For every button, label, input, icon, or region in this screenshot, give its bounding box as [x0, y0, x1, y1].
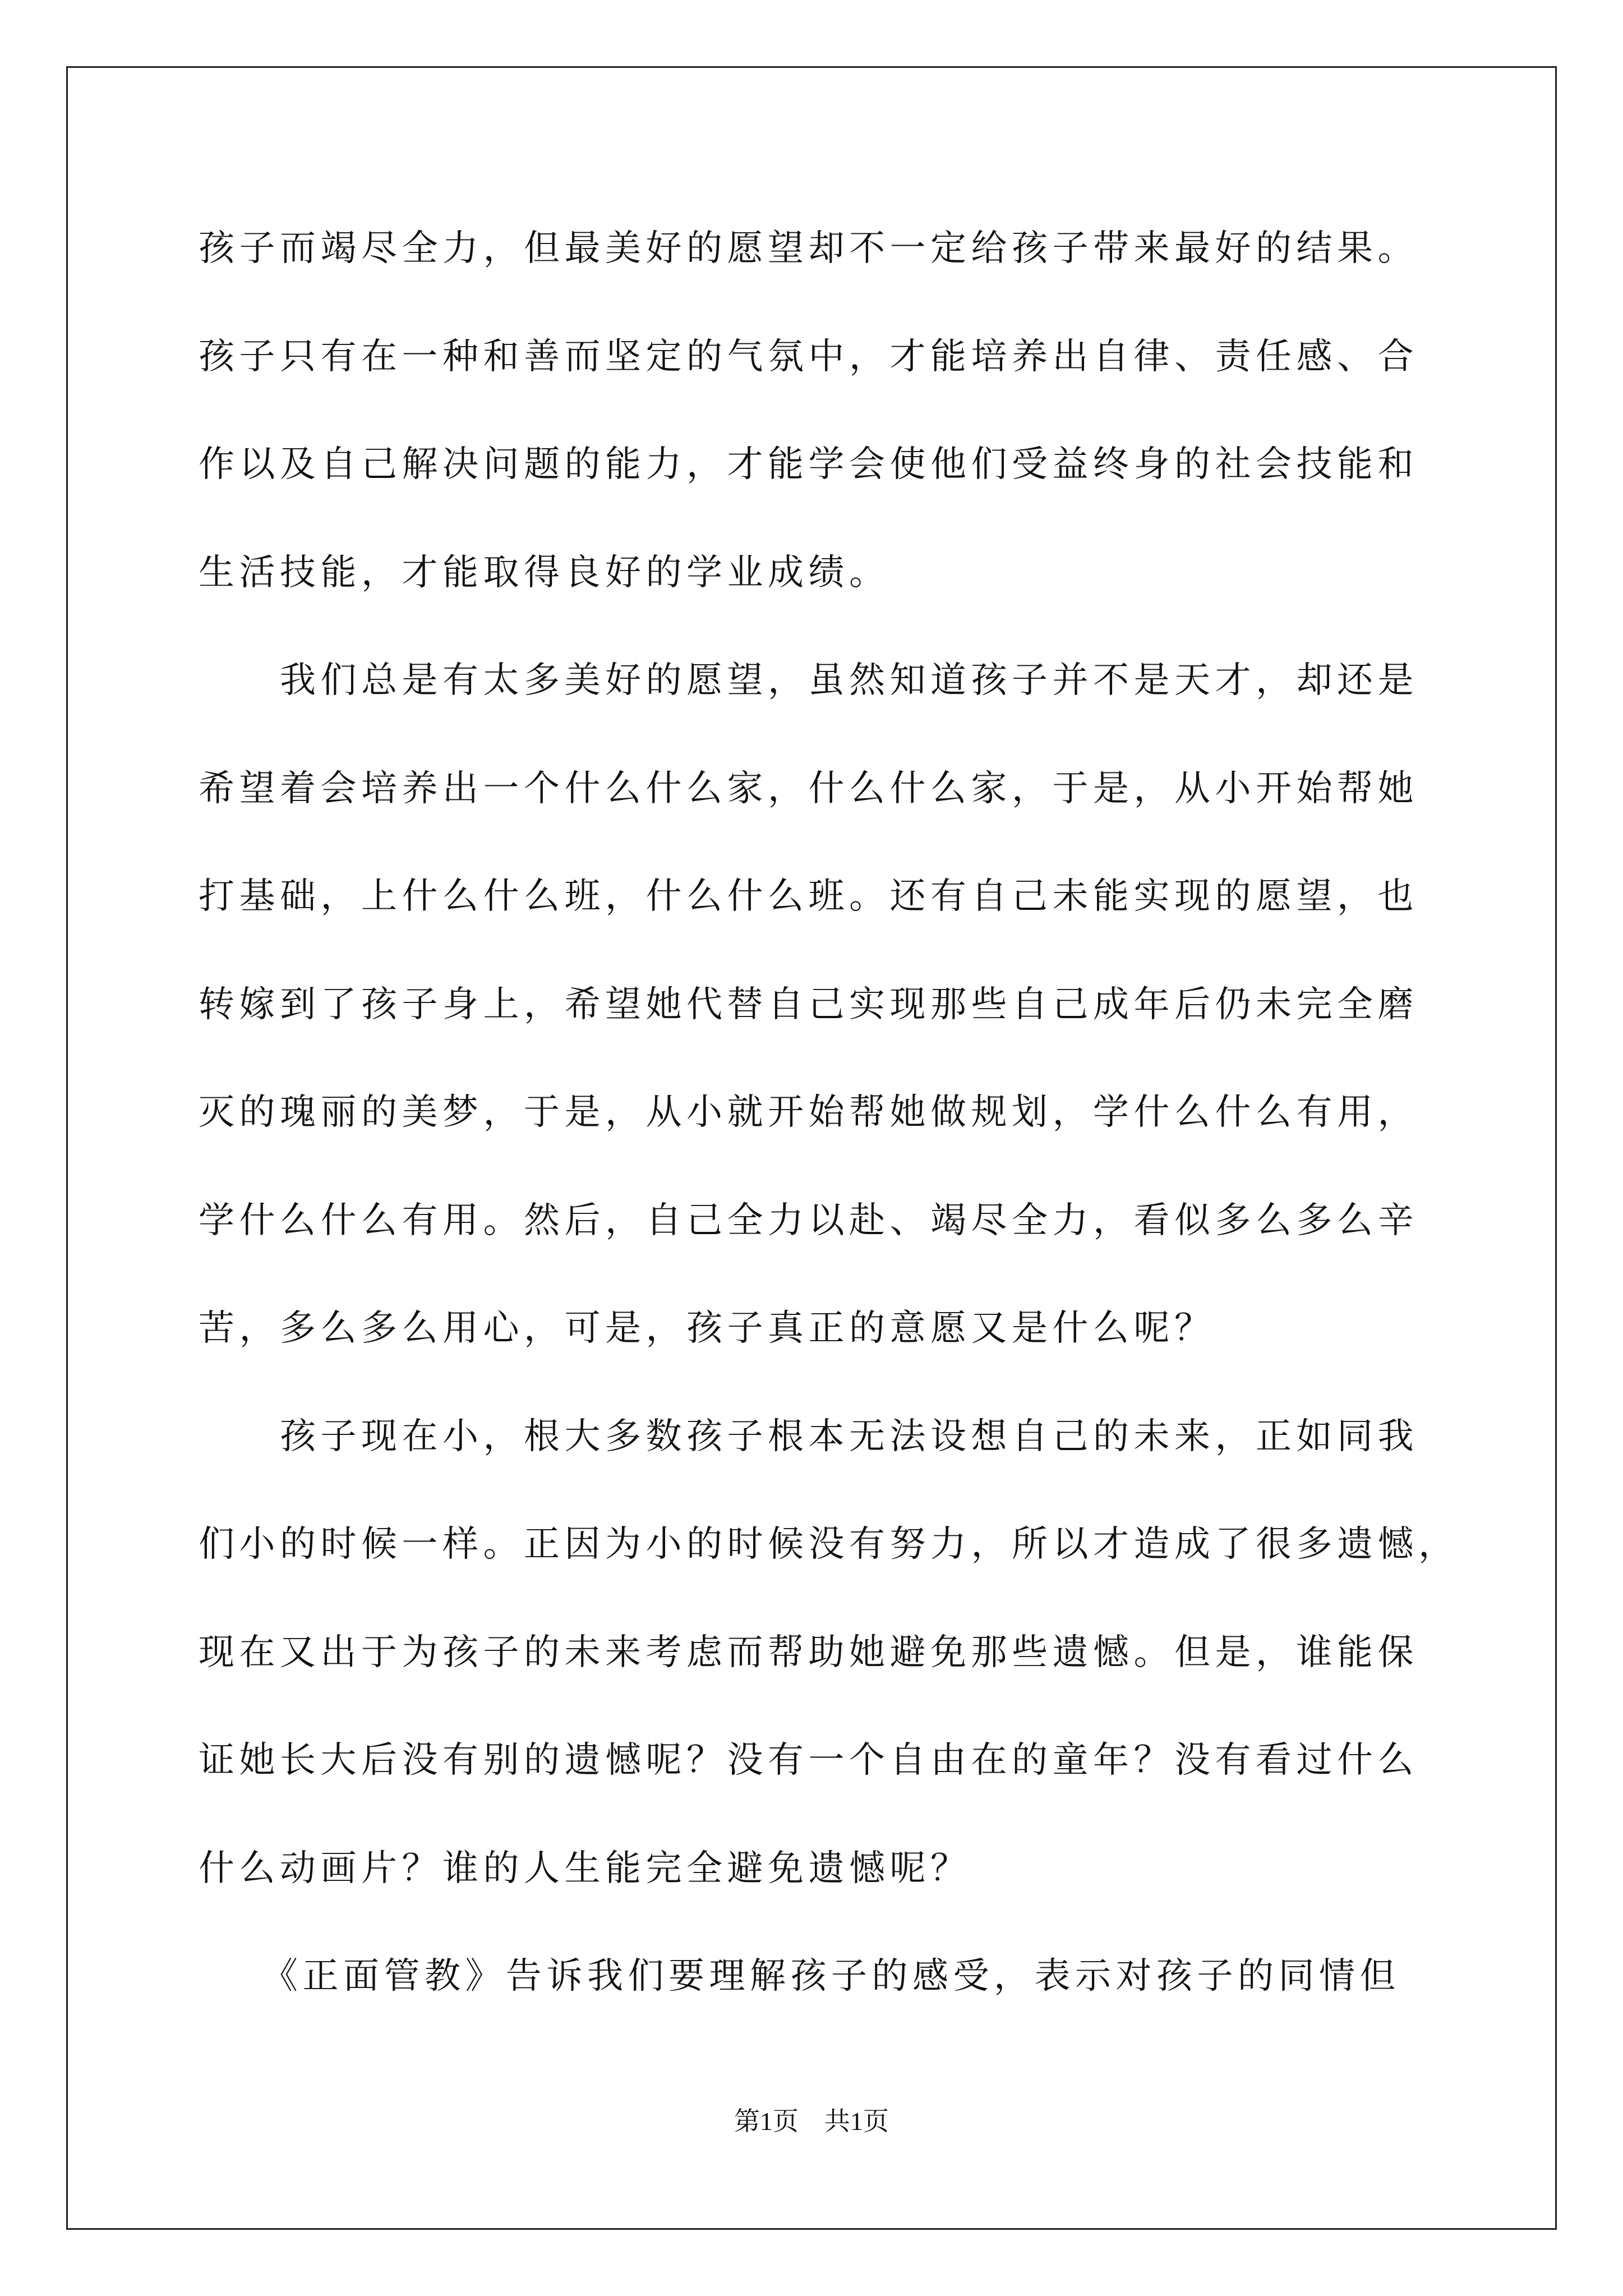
text-line-15: 证她长大后没有别的遗憾呢？没有一个自由在的童年？没有看过什么	[199, 1740, 1418, 1781]
text-line-11: 苦，多么多么用心，可是，孩子真正的意愿又是什么呢？	[199, 1308, 1215, 1349]
text-line-2: 孩子只有在一种和善而坚定的气氛中，才能培养出自律、责任感、合	[199, 336, 1418, 378]
text-line-3: 作以及自己解决问题的能力，才能学会使他们受益终身的社会技能和	[199, 444, 1418, 485]
text-line-5: 我们总是有太多美好的愿望，虽然知道孩子并不是天才，却还是	[199, 660, 1418, 701]
page-border	[66, 66, 1557, 2230]
text-line-7: 打基础，上什么什么班，什么什么班。还有自己未能实现的愿望，也	[199, 876, 1418, 917]
text-line-14: 现在又出于为孩子的未来考虑而帮助她避免那些遗憾。但是，谁能保	[199, 1632, 1418, 1673]
page-footer: 第1页 共1页	[734, 2107, 889, 2136]
text-line-13: 们小的时候一样。正因为小的时候没有努力，所以才造成了很多遗憾，	[199, 1524, 1459, 1565]
text-line-6: 希望着会培养出一个什么什么家，什么什么家，于是，从小开始帮她	[199, 768, 1418, 809]
text-line-4: 生活技能，才能取得良好的学业成绩。	[199, 552, 890, 593]
text-line-8: 转嫁到了孩子身上，希望她代替自己实现那些自己成年后仍未完全磨	[199, 984, 1418, 1025]
text-line-12: 孩子现在小，根大多数孩子根本无法设想自己的未来，正如同我	[199, 1416, 1418, 1457]
text-line-10: 学什么什么有用。然后，自己全力以赴、竭尽全力，看似多么多么辛	[199, 1200, 1418, 1241]
text-line-9: 灭的瑰丽的美梦，于是，从小就开始帮她做规划，学什么什么有用，	[199, 1092, 1418, 1133]
text-line-1: 孩子而竭尽全力，但最美好的愿望却不一定给孩子带来最好的结果。	[199, 228, 1418, 269]
text-line-17: 《正面管教》告诉我们要理解孩子的感受，表示对孩子的同情但	[199, 1955, 1400, 1997]
text-line-16: 什么动画片？谁的人生能完全避免遗憾呢？	[199, 1848, 971, 1889]
